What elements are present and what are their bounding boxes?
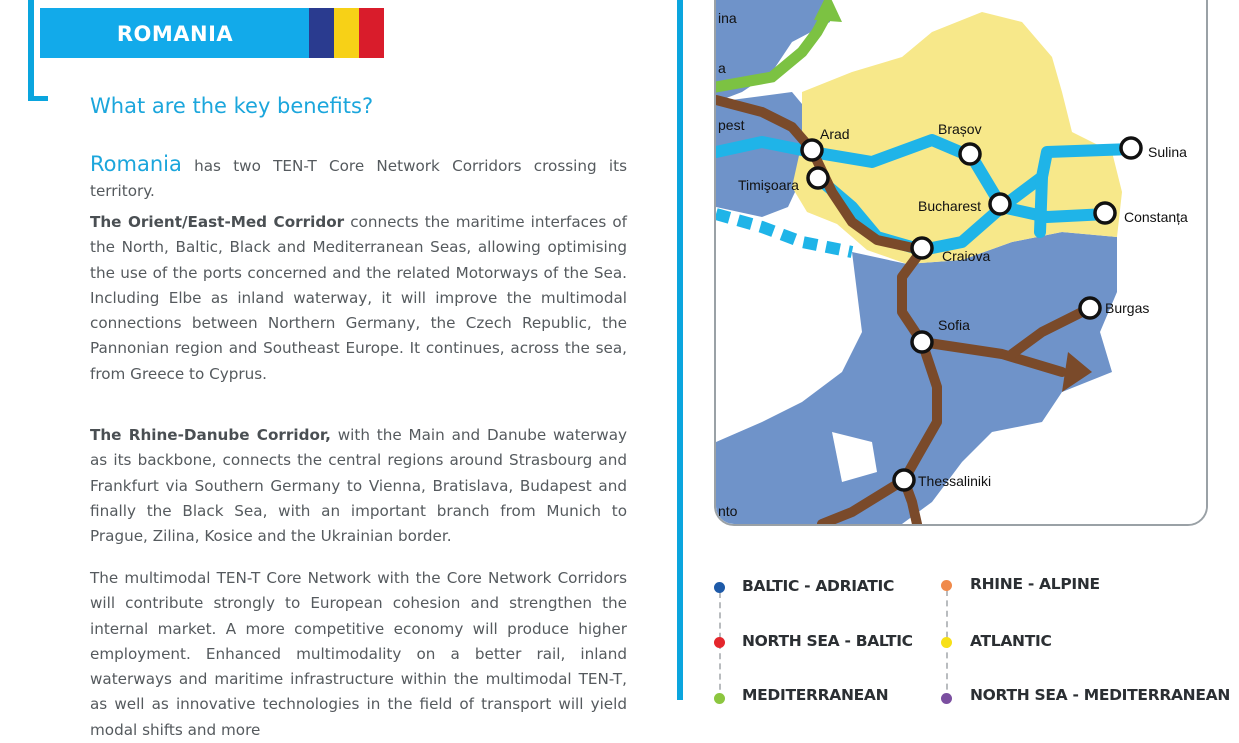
section-heading: What are the key benefits? bbox=[90, 94, 374, 118]
corridor-map bbox=[714, 0, 1208, 526]
map-label-timisoara: Timişoara bbox=[738, 177, 799, 193]
legend-dot-baltic-adriatic bbox=[714, 582, 725, 593]
legend-baltic-adriatic: BALTIC - ADRIATIC bbox=[742, 577, 895, 595]
node-timisoara bbox=[808, 168, 828, 188]
node-brasov bbox=[960, 144, 980, 164]
map-label-sulina: Sulina bbox=[1148, 144, 1187, 160]
node-sofia bbox=[912, 332, 932, 352]
legend-dot-mediterranean bbox=[714, 693, 725, 704]
map-label-constanta: Constanța bbox=[1124, 209, 1188, 225]
page-frame-bracket-foot bbox=[28, 96, 48, 101]
legend-atlantic: ATLANTIC bbox=[970, 632, 1052, 650]
map-label-edge-a: a bbox=[718, 60, 726, 76]
node-constanta bbox=[1095, 203, 1115, 223]
rhine-text: with the Main and Danube waterway as its backbone, connects the central regions around Strasbourg and Frankfurt via Southern Germany to Vienna, Bratislava, Budapest and finally the Black Sea, with an important branch from Munich to Prague, Zilina, Kosice and the Ukrainian border. bbox=[90, 426, 627, 546]
node-thessaloniki bbox=[894, 470, 914, 490]
column-divider bbox=[677, 0, 683, 700]
legend-dot-north-sea-baltic bbox=[714, 637, 725, 648]
map-label-brasov: Brașov bbox=[938, 121, 982, 137]
country-title: ROMANIA bbox=[116, 22, 234, 46]
map-label-sofia: Sofia bbox=[938, 317, 970, 333]
node-arad bbox=[802, 140, 822, 160]
legend-dot-atlantic bbox=[941, 637, 952, 648]
orient-paragraph bbox=[90, 210, 627, 387]
intro-text: has two TEN-T Core Network Corridors crossing its territory. bbox=[90, 157, 627, 201]
legend-dot-rhine-alpine bbox=[941, 580, 952, 591]
country-banner bbox=[40, 8, 310, 58]
map-label-craiova: Craiova bbox=[942, 248, 991, 264]
rhine-paragraph bbox=[90, 423, 627, 549]
legend-mediterranean: MEDITERRANEAN bbox=[742, 686, 889, 704]
map-label-edge-pest: pest bbox=[718, 117, 745, 133]
node-burgas bbox=[1080, 298, 1100, 318]
legend-rhine-alpine: RHINE - ALPINE bbox=[970, 575, 1100, 593]
node-sulina bbox=[1121, 138, 1141, 158]
map-label-edge-nto: nto bbox=[718, 503, 738, 519]
rhine-title: The Rhine-Danube Corridor, bbox=[90, 426, 331, 444]
intro-paragraph bbox=[90, 152, 627, 205]
map-label-edge-top: ina bbox=[718, 10, 737, 26]
page-frame-bracket bbox=[28, 0, 34, 100]
map-label-bucharest: Bucharest bbox=[918, 198, 982, 214]
map-label-burgas: Burgas bbox=[1105, 300, 1150, 316]
legend-north-sea-mediterranean: NORTH SEA - MEDITERRANEAN bbox=[970, 686, 1231, 704]
legend-north-sea-baltic: NORTH SEA - BALTIC bbox=[742, 632, 913, 650]
map-label-thessaloniki: Thessaliniki bbox=[918, 473, 992, 489]
flag-stripe-blue bbox=[309, 8, 334, 58]
node-bucharest bbox=[990, 194, 1010, 214]
orient-title: The Orient/East-Med Corridor bbox=[90, 213, 345, 231]
map-label-arad: Arad bbox=[820, 126, 850, 142]
flag-stripe-yellow bbox=[334, 8, 359, 58]
orient-text: connects the maritime interfaces of the North, Baltic, Black and Mediterranean Seas, allowing optimising the use of the ports concerned and the related Motorways of the Sea. Including Elbe as inland waterway, it will improve the multimodal connections between Northern Germany, the Czech Republic, the Pannonian region and Southeast Europe. It continues, across the sea, from Greece to Cyprus. bbox=[90, 213, 627, 383]
intro-country: Romania bbox=[90, 152, 182, 176]
legend-dot-north-sea-mediterranean bbox=[941, 693, 952, 704]
node-craiova bbox=[912, 238, 932, 258]
closing-paragraph: The multimodal TEN-T Core Network with the Core Network Corridors will contribute strongly to European cohesion and strengthen the internal market. A more competitive economy will produce higher employment. Enhanced multimodality on a better rail, inland waterways and maritime infrastructure within the multimodal TEN-T, as well as innovative technologies in the field of transport will yield modal shifts and more bbox=[90, 569, 627, 739]
flag-stripe-red bbox=[359, 8, 384, 58]
